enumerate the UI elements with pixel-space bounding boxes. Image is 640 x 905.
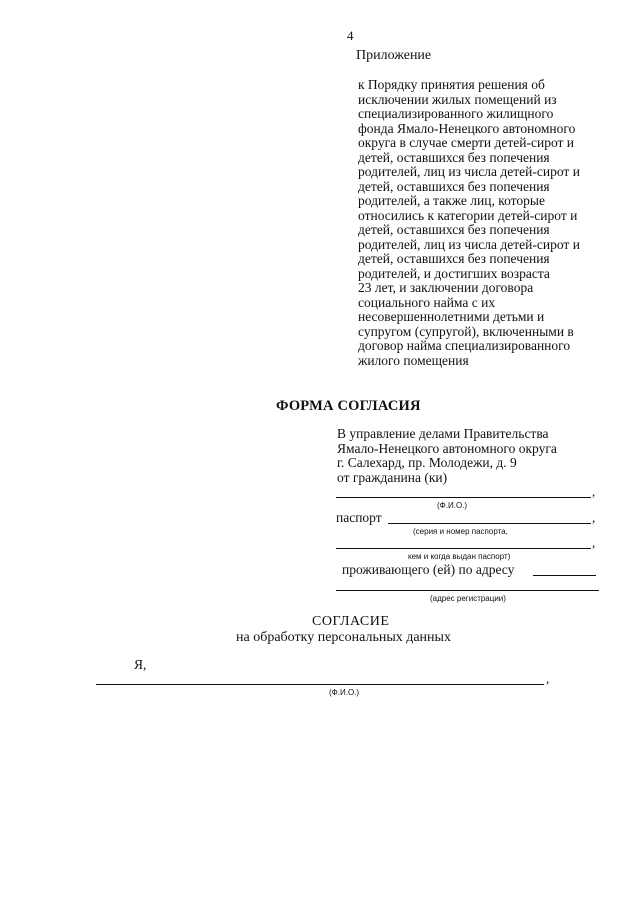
appendix-line: жилого помещения [358,352,469,368]
appendix-line: детей, оставшихся без попечения [358,222,550,237]
passport-field-line[interactable] [388,523,591,524]
consent-title: СОГЛАСИЕ [312,614,390,629]
passport-label: паспорт [336,510,382,525]
appendix-line: родителей, а также лиц, которые [358,193,545,208]
residence-field-line[interactable] [533,575,596,576]
appendix-line: социального найма с их [358,294,496,310]
passport-issued-field-line[interactable] [336,548,591,549]
appendix-title: Приложение [356,48,432,63]
appendix-line: супругом (супругой), включенными в [358,323,574,339]
consent-i-label: Я, [134,657,147,672]
consent-fio-caption: (Ф.И.О.) [329,688,360,697]
fio-field-line[interactable] [336,497,591,498]
residence-label: проживающего (ей) по адресу [342,562,515,577]
appendix-line: детей, оставшихся без попечения [358,149,550,165]
residence-field-line-2[interactable] [336,590,599,591]
consent-fio-field-line[interactable] [96,684,544,685]
appendix-line: специализированного жилищного [358,106,554,121]
consent-subtitle: на обработку персональных данных [236,630,451,645]
passport-comma: , [592,510,596,525]
form-title: ФОРМА СОГЛАСИЯ [276,398,421,414]
address-caption: (адрес регистрации) [430,594,506,603]
appendix-line: исключении жилых помещений из [358,91,557,107]
appendix-line: к Порядку принятия решения об [358,77,545,92]
appendix-line: детей, оставшихся без попечения [358,178,550,194]
appendix-line: относились к категории детей-сирот и [358,207,578,223]
consent-fio-comma: , [546,671,550,686]
appendix-line: несовершеннолетними детьми и [358,309,545,324]
appendix-line: родителей, лиц из числа детей-сирот и [358,164,580,179]
appendix-line: фонда Ямало-Ненецкого автономного [358,120,576,136]
appendix-body [358,78,608,368]
fio-caption: (Ф.И.О.) [437,501,468,510]
issued-comma: , [592,535,596,550]
address-line: В управление делами Правительства [337,426,549,441]
address-line: г. Салехард, пр. Молодежи, д. 9 [337,455,517,470]
appendix-line: родителей, лиц из числа детей-сирот и [358,236,580,252]
appendix-line: родителей, и достигших возраста [358,265,550,281]
fio-comma: , [592,484,596,499]
address-line: Ямало-Ненецкого автономного округа [337,440,557,456]
appendix-line: договор найма специализированного [358,338,571,353]
appendix-line: 23 лет, и заключении договора [358,280,534,295]
recipient-address [337,427,557,485]
page-number: 4 [347,28,354,43]
issued-caption: кем и когда выдан паспорт) [408,552,511,561]
appendix-line: детей, оставшихся без попечения [358,251,550,266]
address-line: от гражданина (ки) [337,469,448,485]
passport-caption: (серия и номер паспорта, [413,527,508,536]
appendix-line: округа в случае смерти детей-сирот и [358,135,575,150]
